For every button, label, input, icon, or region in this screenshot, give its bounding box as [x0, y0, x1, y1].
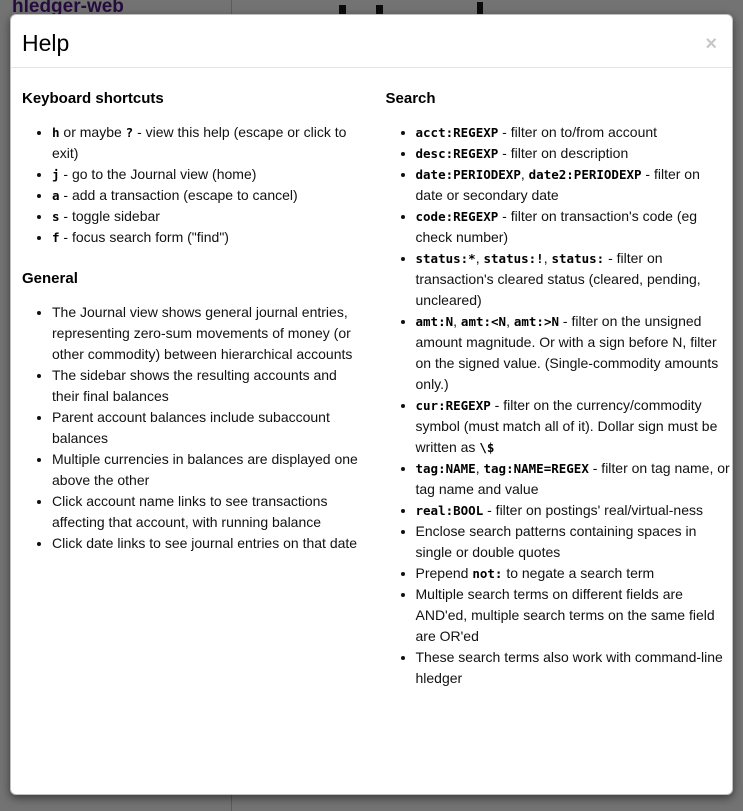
- code-span: cur:REGEXP: [415, 398, 491, 413]
- code-span: f: [52, 230, 60, 245]
- help-list-item: • Multiple currencies in balances are displayed one above the other: [52, 449, 368, 491]
- help-list-item: • real:BOOL - filter on postings' real/virtual-ness: [416, 500, 731, 521]
- code-span: s: [52, 209, 60, 224]
- help-list-item: • h or maybe ? - view this help (escape or click to exit): [52, 122, 368, 164]
- code-span: \$: [479, 440, 495, 455]
- help-list-item: • code:REGEXP - filter on transaction's code (eg check number): [416, 206, 731, 248]
- code-span: tag:NAME=REGEX: [483, 461, 589, 476]
- help-list-item: • a - add a transaction (escape to cancel): [52, 185, 368, 206]
- help-list-item: • f - focus search form ("find"): [52, 227, 368, 248]
- code-span: amt:<N: [460, 314, 507, 329]
- code-span: a: [52, 188, 60, 203]
- code-span: status:!: [483, 251, 544, 266]
- code-span: code:REGEXP: [415, 209, 499, 224]
- help-list-item: • s - toggle sidebar: [52, 206, 368, 227]
- help-list-item: • These search terms also work with command-line hledger: [416, 647, 731, 689]
- help-list-item: • Multiple search terms on different fields are AND'ed, multiple search terms on the same field are OR'ed: [416, 584, 731, 647]
- code-span: real:BOOL: [415, 503, 484, 518]
- help-list-item: • Click date links to see journal entries on that date: [52, 533, 368, 554]
- section-heading: Search: [385, 90, 436, 107]
- code-span: date2:PERIODEXP: [528, 167, 642, 182]
- help-list-item: • Prepend not: to negate a search term: [416, 563, 731, 584]
- modal-header: [11, 15, 732, 68]
- help-list-item: • date:PERIODEXP, date2:PERIODEXP - filter on date or secondary date: [416, 164, 731, 206]
- close-icon[interactable]: ×: [705, 33, 717, 55]
- help-list-item: • acct:REGEXP - filter on to/from account: [416, 122, 731, 143]
- help-list-item: • desc:REGEXP - filter on description: [416, 143, 731, 164]
- help-modal: [10, 14, 733, 795]
- modal-body: [11, 68, 732, 723]
- code-span: j: [52, 167, 60, 182]
- help-list-item: • The sidebar shows the resulting accounts and their final balances: [52, 365, 368, 407]
- help-list-item: • cur:REGEXP - filter on the currency/commodity symbol (must match all of it). Dollar sign must be written as \$: [416, 395, 731, 458]
- code-span: not:: [472, 566, 503, 581]
- modal-title: Help: [22, 30, 70, 56]
- help-list-item: • Enclose search patterns containing spaces in single or double quotes: [416, 521, 731, 563]
- code-span: status:: [551, 251, 605, 266]
- help-list-item: • j - go to the Journal view (home): [52, 164, 368, 185]
- help-list: [22, 302, 368, 554]
- section-heading: Keyboard shortcuts: [22, 90, 164, 107]
- help-list-item: • Parent account balances include subaccount balances: [52, 407, 368, 449]
- help-list-item: • tag:NAME, tag:NAME=REGEX - filter on tag name, or tag name and value: [416, 458, 731, 500]
- help-column-left: [11, 68, 372, 699]
- code-span: amt:N: [415, 314, 454, 329]
- code-span: desc:REGEXP: [415, 146, 499, 161]
- code-span: acct:REGEXP: [415, 125, 499, 140]
- code-span: ?: [125, 125, 134, 140]
- help-list-item: • amt:N, amt:<N, amt:>N - filter on the unsigned amount magnitude. Or with a sign before N, filter on the signed value. (Single-commodity amounts only.): [416, 311, 731, 395]
- section-heading: General: [22, 270, 78, 287]
- help-list: [386, 122, 731, 689]
- code-span: status:*: [415, 251, 476, 266]
- code-span: h: [52, 125, 60, 140]
- code-span: amt:>N: [513, 314, 560, 329]
- help-list-item: • status:*, status:!, status: - filter on transaction's cleared status (cleared, pending, uncleared): [416, 248, 731, 311]
- help-column-right: [372, 68, 733, 699]
- help-list: [22, 122, 368, 248]
- help-list-item: • Click account name links to see transactions affecting that account, with running balance: [52, 491, 368, 533]
- code-span: date:PERIODEXP: [415, 167, 521, 182]
- help-list-item: • The Journal view shows general journal entries, representing zero-sum movements of money (or other commodity) between hierarchical accounts: [52, 302, 368, 365]
- code-span: tag:NAME: [415, 461, 476, 476]
